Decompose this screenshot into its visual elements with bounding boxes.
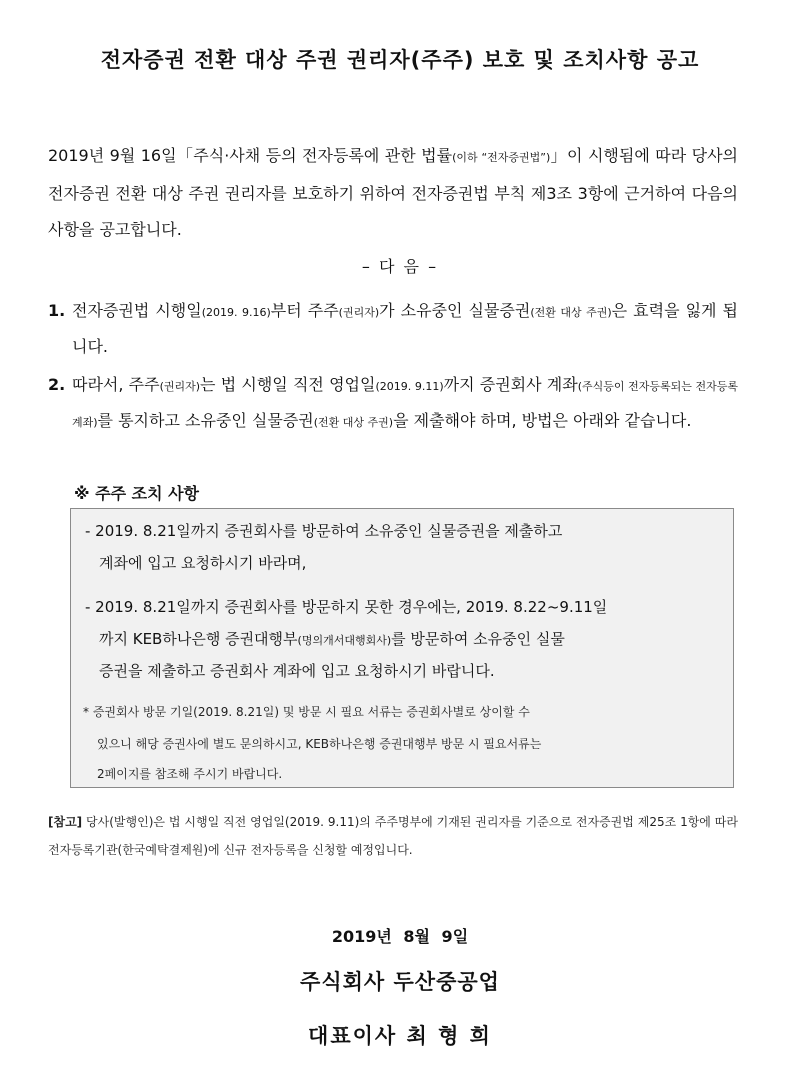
action-line-5: 증권을 제출하고 증권회사 계좌에 입고 요청하시기 바랍니다. (99, 662, 495, 680)
reference-text: 당사(발행인)은 법 시행일 직전 영업일(2019. 9.11)의 주주명부에 기재된 권리자를 기준으로 전자증권법 제25조 1항에 따라 전자등록기관(한국예탁결제원)에 신규 전자등록을 신청할 예정입니다. (48, 815, 738, 857)
action-box (70, 508, 734, 788)
action-text: 까지 KEB하나은행 증권대행부 (99, 630, 298, 648)
item-text: 전자증권법 시행일 (72, 301, 202, 320)
ceo-name: 대표이사 최 형 희 (308, 1024, 492, 1048)
action-line-4 (99, 623, 739, 657)
item-text: 따라서, 주주 (72, 375, 160, 394)
company-name: 주식회사 두산중공업 (300, 970, 500, 994)
reference-tag: [참고] (48, 815, 83, 829)
intro-paragraph (48, 138, 738, 248)
item-small-text: (주식등이 전자등록되는 전자등록계좌) (72, 380, 739, 429)
item-text: 은 효력을 잃게 됩니다. (72, 301, 739, 356)
item-text: 까지 증권회사 계좌 (443, 375, 578, 394)
item-small-text: (권리자) (159, 380, 201, 393)
action-line-1: - 2019. 8.21일까지 증권회사를 방문하여 소유중인 실물증권을 제출하고 (85, 522, 563, 540)
notice-date: 2019년 8월 9일 (331, 927, 469, 946)
item-text: 는 법 시행일 직전 영업일 (200, 375, 376, 394)
section-heading: – 다 음 – (361, 257, 439, 276)
action-line-2: 계좌에 입고 요청하시기 바라며, (99, 554, 307, 572)
note-line-3: 2페이지를 참조해 주시기 바랍니다. (97, 767, 283, 781)
action-small-text: (명의개서대행회사) (297, 634, 392, 647)
intro-text-abbrev: (이하 “전자증권법”) (452, 151, 551, 164)
item-number: 2. (48, 375, 66, 394)
item-text: 가 소유중인 실물증권 (379, 301, 531, 320)
item-small-text: (전환 대상 주권) (530, 306, 612, 319)
notice-item-1 (48, 294, 738, 364)
intro-text-1: 2019년 9월 16일「주식·사채 등의 전자등록에 관한 법률 (48, 146, 453, 165)
action-line-3: - 2019. 8.21일까지 증권회사를 방문하지 못한 경우에는, 2019. 8.22~9.11일 (85, 598, 608, 616)
item-small-text: (2019. 9.11) (375, 380, 444, 393)
item-body (72, 294, 738, 364)
page-title: 전자증권 전환 대상 주권 권리자(주주) 보호 및 조치사항 공고 (100, 48, 700, 72)
reference-note (48, 808, 738, 864)
item-number: 1. (48, 301, 66, 320)
item-text: 부터 주주 (270, 301, 339, 320)
note-line-2: 있으니 해당 증권사에 별도 문의하시고, KEB하나은행 증권대행부 방문 시 필요서류는 (97, 737, 542, 751)
item-body (72, 368, 738, 440)
note-line-1: * 증권회사 방문 기일(2019. 8.21일) 및 방문 시 필요 서류는 증권회사별로 상이할 수 (83, 705, 530, 719)
notice-item-2 (48, 368, 738, 440)
action-heading: ※ 주주 조치 사항 (74, 484, 200, 503)
item-small-text: (권리자) (338, 306, 380, 319)
item-small-text: (전환 대상 주권) (313, 416, 394, 429)
intro-text-2: 」이 시행됨에 따라 당사의 전자증권 전환 대상 주권 권리자를 보호하기 위하여 전자증권법 부칙 제3조 3항에 근거하여 다음의 사항을 공고합니다. (48, 146, 738, 239)
item-small-text: (2019. 9.16) (201, 306, 271, 319)
item-text: 을 제출해야 하며, 방법은 아래와 같습니다. (393, 411, 692, 430)
action-text: 를 방문하여 소유중인 실물 (391, 630, 565, 648)
item-text: 를 통지하고 소유중인 실물증권 (97, 411, 314, 430)
